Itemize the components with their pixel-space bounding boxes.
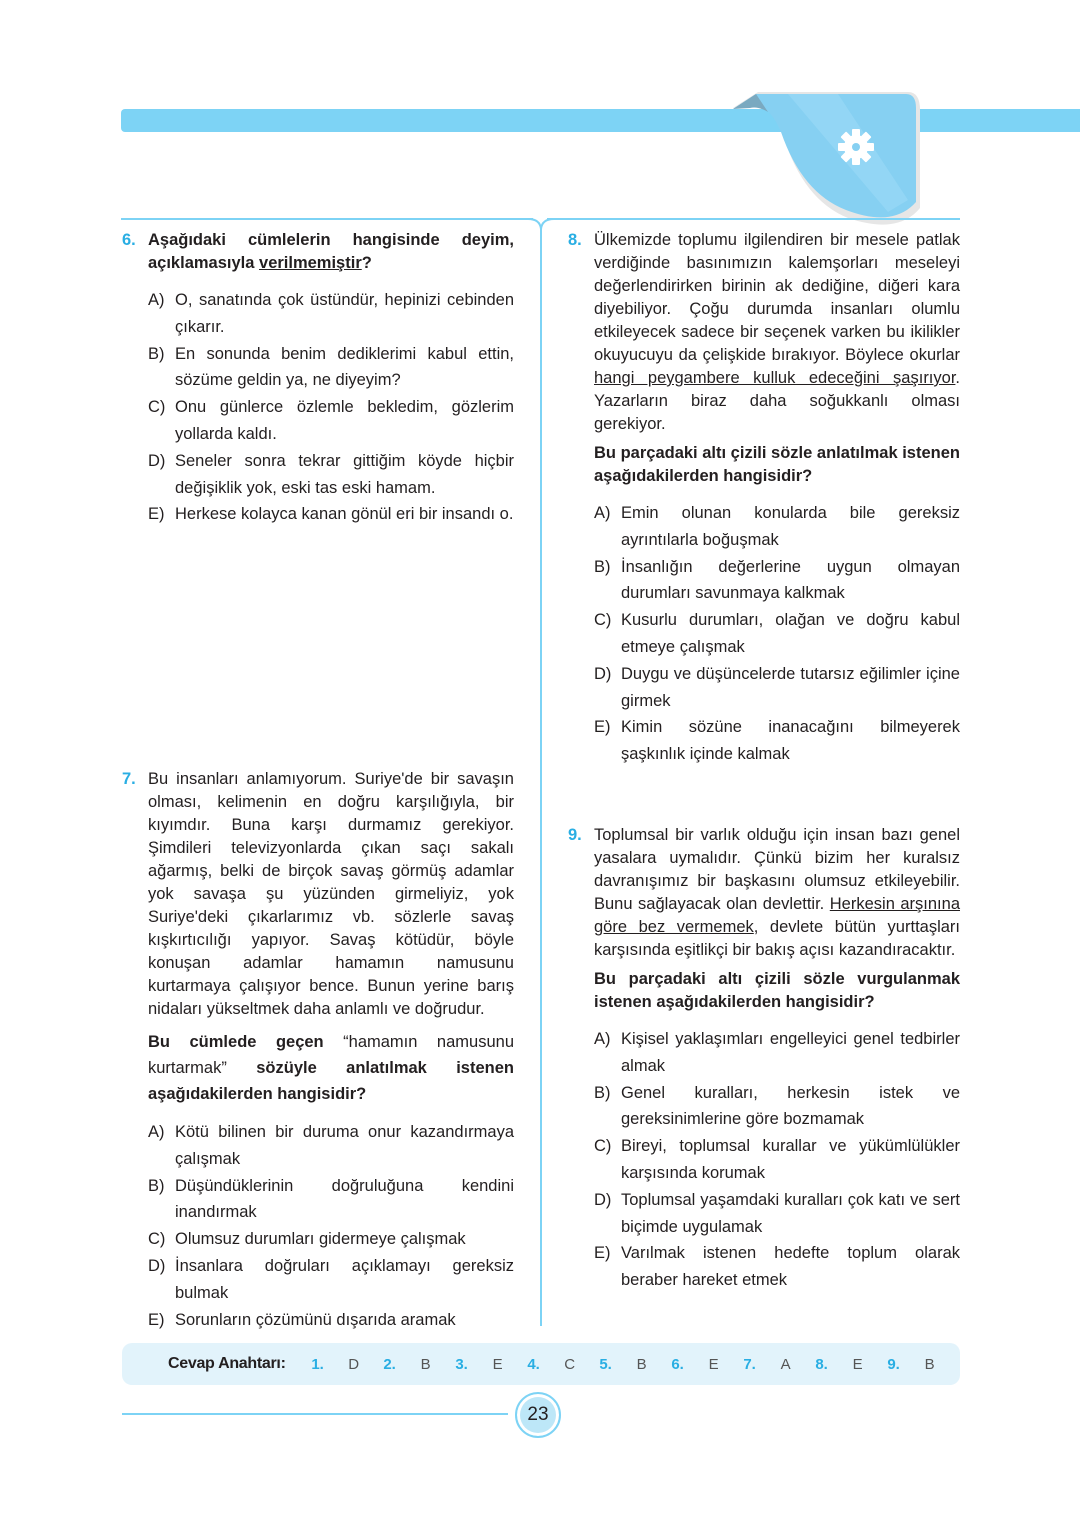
header-ribbon <box>728 90 928 230</box>
question-6 <box>122 229 514 528</box>
underlined-word: verilmemiştir <box>259 254 362 272</box>
option-b[interactable]: B) İnsanlığın değerlerine uygun olmayan durumları savunmaya kalkmak <box>594 557 960 603</box>
question-8 <box>568 229 960 768</box>
answer-key-item: 4. C <box>527 1355 576 1373</box>
question-9 <box>568 824 960 1294</box>
question-passage: Toplumsal bir varlık olduğu için insan bazı genel yasalara uymalıdır. Çünkü bizim her kuralsız davranışımız bir başkasını olumsuz etkileyebilir. Bunu sağlayacak olan devlettir. Herkesin arşınına göre bez vermemek, devlete bütün yurttaşları karşısında eşitlikçi bir bakış açısı kazandıracaktır. <box>594 826 960 959</box>
question-prompt: Bu parçadaki altı çizili sözle anlatılmak istenen aşağıdakilerden hangisidir? <box>594 444 960 485</box>
answer-key-item: 8. E <box>815 1355 863 1373</box>
option-d[interactable]: D) Seneler sonra tekrar gittiğim köyde hiçbir değişiklik yok, eski tas eski hamam. <box>148 451 514 497</box>
option-d[interactable]: D) İnsanlara doğruları açıklamayı gereksiz bulmak <box>148 1256 514 1302</box>
option-a[interactable]: A) Kişisel yaklaşımları engelleyici genel tedbirler almak <box>594 1030 960 1075</box>
question-passage: Bu insanları anlamıyorum. Suriye'de bir savaşın olması, kelimenin en doğru karşılığıyla, bir kıyımdır. Buna karşı durmamız gerekiyor. Şimdileri televizyonlarda çıkan saçı sakalı ağarmış, belki de birçok savaş görmüş adamlar yok savaşa şu yüzünden girmeliyiz, yok Suriye'deki çıkarlarımız vb. sözlerle savaş kışkırtıcılığı yapıyor. Savaş kötüdür, böyle konuşan adamlar hamamın namusunu kurtarmaya çalışıyor bence. Bunun yerine barış nidaları yükseltmek daha anlamlı ve doğrudur. <box>148 770 514 1018</box>
option-e[interactable]: E) Varılmak istenen hedefte toplum olarak beraber hareket etmek <box>594 1244 960 1290</box>
question-number: 7. <box>122 770 136 788</box>
option-e[interactable]: E) Herkese kolayca kanan gönül eri bir insandı o. <box>148 505 514 524</box>
options-list <box>148 1119 514 1333</box>
answer-key-item: 6. E <box>671 1355 719 1373</box>
option-d[interactable]: D) Toplumsal yaşamdaki kuralları çok katı ve sert biçimde uygulamak <box>594 1190 960 1236</box>
option-a[interactable]: A) Emin olunan konularda bile gereksiz ayrıntılarla boğuşmak <box>594 504 960 549</box>
answer-key <box>122 1343 960 1385</box>
answer-key-item: 2. B <box>383 1355 431 1373</box>
option-c[interactable]: C) Olumsuz durumları gidermeye çalışmak <box>148 1230 466 1249</box>
right-column-divider <box>547 218 960 220</box>
underlined-phrase: Herkesin arşınına göre bez vermemek <box>594 895 960 936</box>
option-a[interactable]: A) Kötü bilinen bir duruma onur kazandırmaya çalışmak <box>148 1123 514 1168</box>
option-b[interactable]: B) En sonunda benim dediklerimi kabul ettin, sözüme geldin ya, ne diyeyim? <box>148 344 514 390</box>
gear-icon <box>836 127 876 167</box>
option-c[interactable]: C) Bireyi, toplumsal kurallar ve yükümlülükler karşısında korumak <box>594 1137 960 1182</box>
question-prompt: Bu parçadaki altı çizili sözle vurgulanmak istenen aşağıdakilerden hangisidir? <box>594 970 960 1011</box>
option-b[interactable]: B) Genel kuralları, herkesin istek ve gereksinimlerine göre bozmamak <box>594 1083 960 1129</box>
footer-line <box>122 1413 508 1415</box>
options-list <box>594 1026 960 1294</box>
answer-key-item: 1. D <box>311 1355 360 1373</box>
question-prompt: Bu cümlede geçen “hamamın namusunu kurtarmak” sözüyle anlatılmak istenen aşağıdakilerden hangisidir? <box>148 1033 514 1103</box>
question-passage: Ülkemizde toplumu ilgilendiren bir mesele patlak verdiğinde basınımızın kalemşorları meseleyi değerlendirirken birinin ak dediğine, diğeri kara diyebiliyor. Çoğu durumda insanları olumlu etkileyecek sadece bir seçenek varken bu ikilikler okuyucuyu da çelişkide bırakıyor. Böylece okurlar hangi peygambere kulluk edeceğini şaşırıyor. Yazarların biraz daha soğukkanlı olması gerekiyor. <box>594 231 960 433</box>
option-b[interactable]: B) Düşündüklerinin doğruluğuna kendini inandırmak <box>148 1176 514 1222</box>
option-e[interactable]: E) Sorunların çözümünü dışarıda aramak <box>148 1310 456 1329</box>
option-d[interactable]: D) Duygu ve düşüncelerde tutarsız eğilimler içine girmek <box>594 664 960 710</box>
question-number: 8. <box>568 231 582 249</box>
options-list <box>594 500 960 768</box>
left-column-divider <box>121 218 533 220</box>
answer-key-item: 7. A <box>743 1355 791 1373</box>
question-number: 6. <box>122 231 136 249</box>
page-number: 23 <box>515 1392 561 1438</box>
question-number: 9. <box>568 826 582 844</box>
option-c[interactable]: C) Onu günlerce özlemle bekledim, gözlerim yollarda kaldı. <box>148 398 514 443</box>
column-separator <box>540 228 542 1326</box>
options-list <box>148 287 514 528</box>
question-stem: Aşağıdaki cümlelerin hangisinde deyim, açıklamasıyla verilmemiştir? <box>148 231 514 272</box>
option-c[interactable]: C) Kusurlu durumları, olağan ve doğru kabul etmeye çalışmak <box>594 611 960 656</box>
option-e[interactable]: E) Kimin sözüne inanacağını bilmeyerek şaşkınlık içinde kalmak <box>594 718 960 764</box>
answer-key-item: 9. B <box>887 1355 935 1373</box>
quoted-phrase: “hamamın namusunu kurtarmak” <box>148 1033 514 1077</box>
answer-key-title: Cevap Anahtarı: <box>168 1355 286 1372</box>
option-a[interactable]: A) O, sanatında çok üstündür, hepinizi cebinden çıkarır. <box>148 291 514 336</box>
header-bar <box>121 109 1080 132</box>
answer-key-item: 5. B <box>599 1355 647 1373</box>
underlined-phrase: hangi peygambere kulluk edeceğini şaşırıyor <box>594 369 956 387</box>
answer-key-item: 3. E <box>455 1355 503 1373</box>
question-7 <box>122 768 514 1333</box>
